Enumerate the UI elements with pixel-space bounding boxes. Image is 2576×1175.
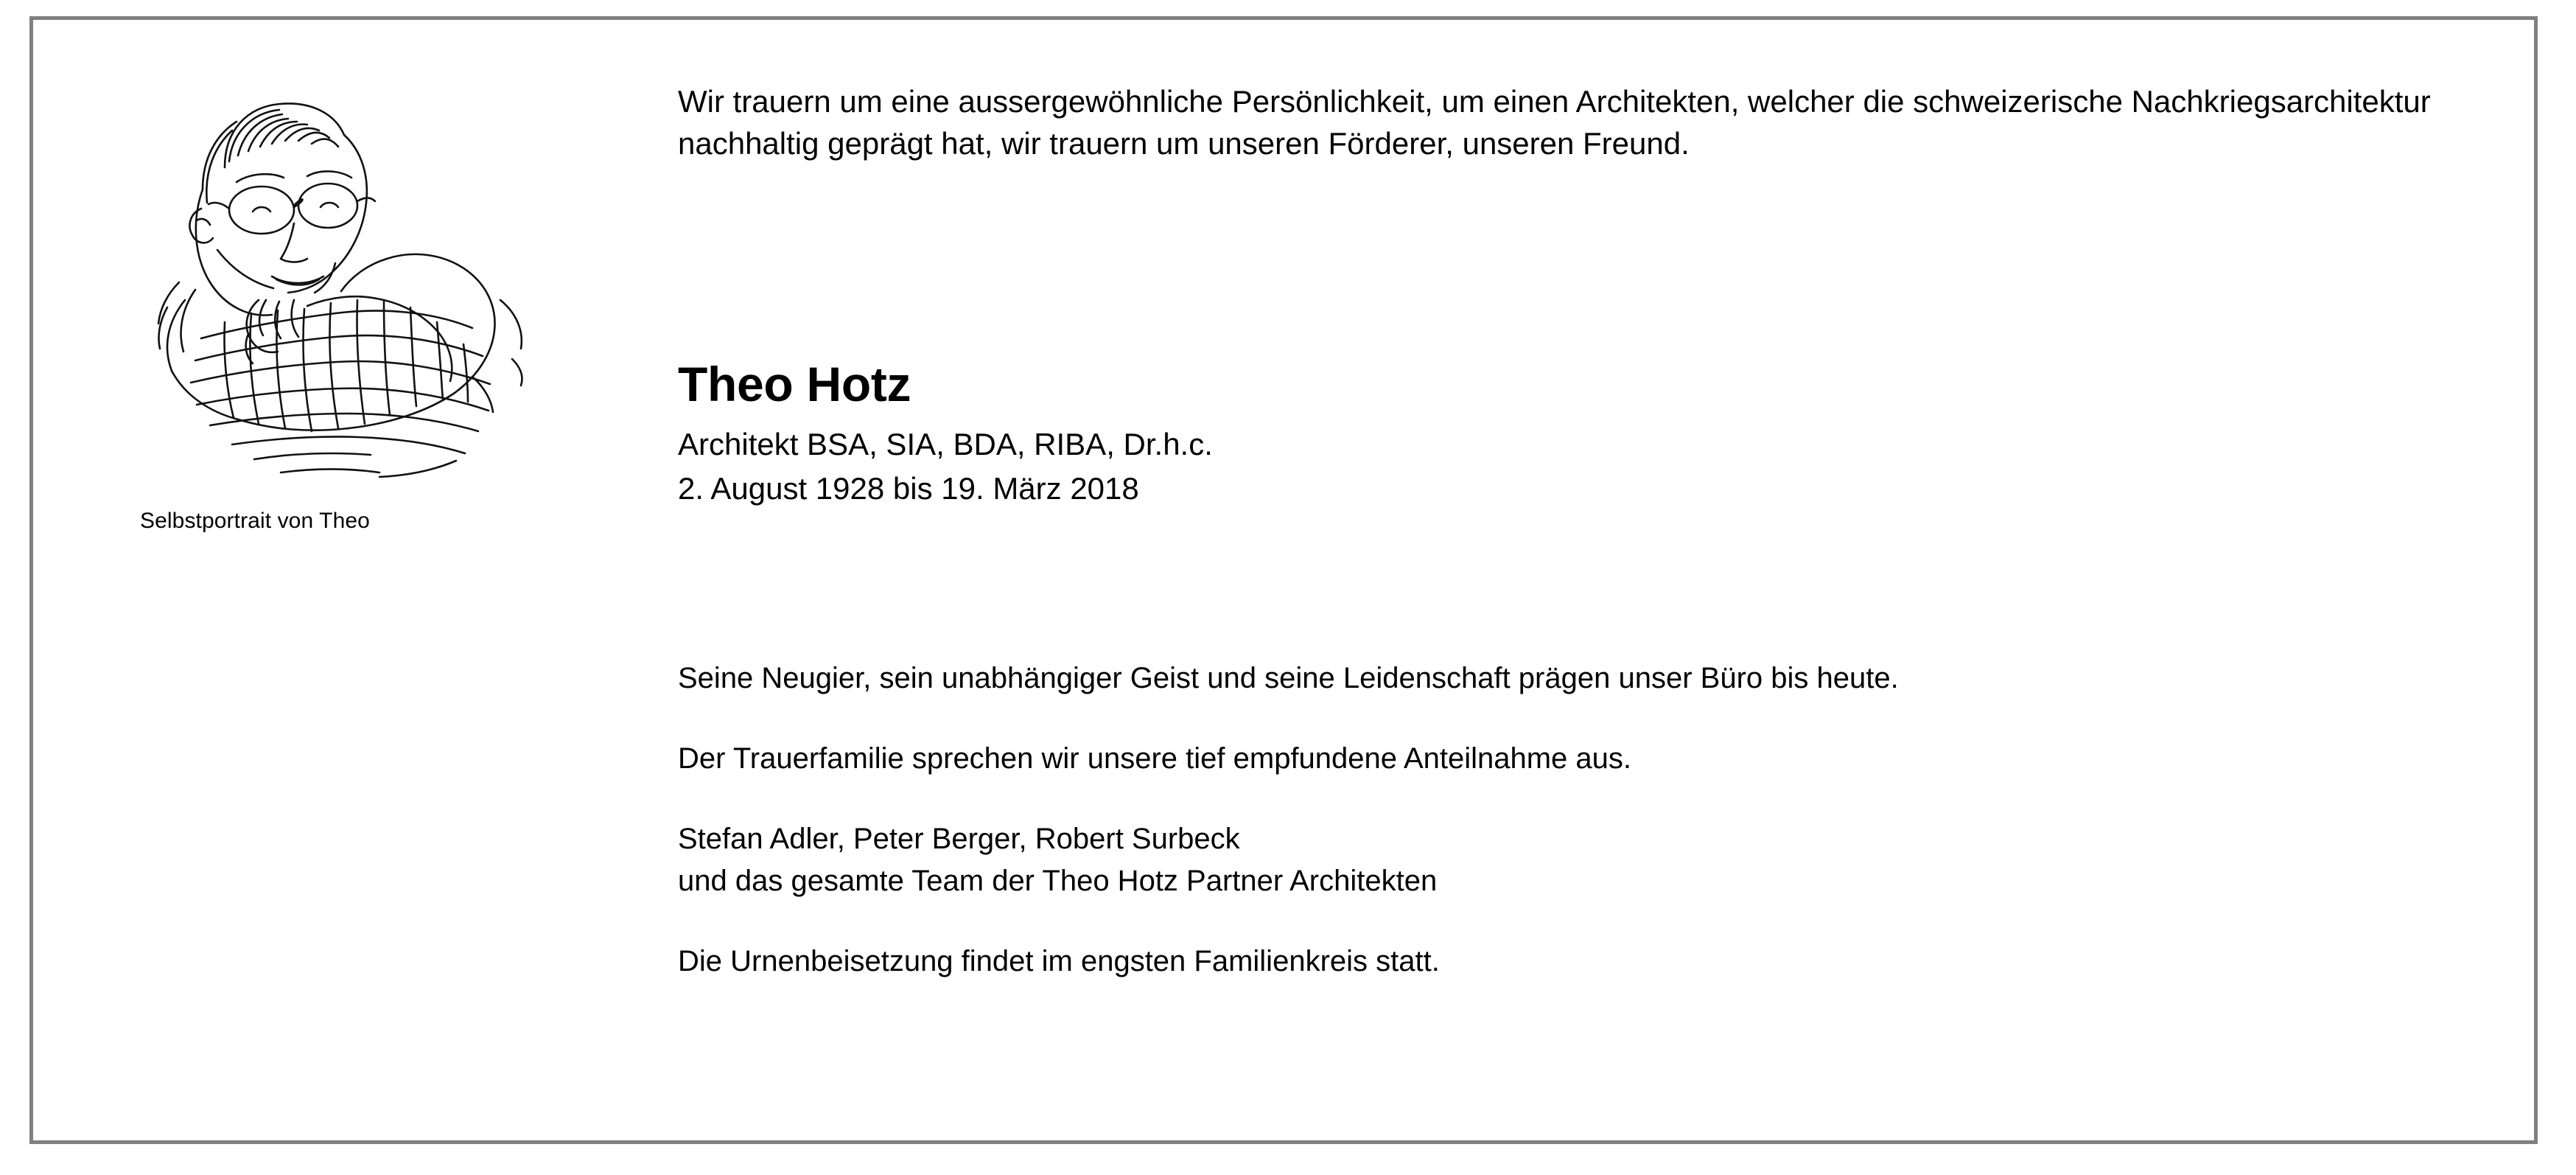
paragraph-condolences: Der Trauerfamilie sprechen wir unsere tief empfundene Anteilnahme aus.: [678, 742, 1632, 775]
text-column: [678, 80, 2446, 982]
lede-paragraph: Wir trauern um eine aussergewöhnliche Persönlichkeit, um einen Architekten, welcher die schweizerische Nachkriegsarchitektur nachhaltig geprägt hat, wir trauern um unseren Förderer, unseren Freund.: [678, 84, 2431, 161]
signature-line-1: Stefan Adler, Peter Berger, Robert Surbeck: [678, 822, 1240, 855]
signature-line-2: und das gesamte Team der Theo Hotz Partner Architekten: [678, 864, 1438, 897]
body-block: [678, 658, 2446, 982]
portrait-caption: Selbstportrait von Theo: [140, 509, 370, 533]
self-portrait-drawing-icon: [114, 79, 556, 499]
obituary-notice: [29, 16, 2538, 1144]
paragraph-legacy: Seine Neugier, sein unabhängiger Geist und seine Leidenschaft prägen unser Büro bis heute.: [678, 662, 1899, 695]
deceased-titles: Architekt BSA, SIA, BDA, RIBA, Dr.h.c.: [678, 427, 1213, 462]
portrait-column: [114, 79, 623, 535]
paragraph-funeral: Die Urnenbeisetzung findet im engsten Familienkreis statt.: [678, 944, 1440, 977]
deceased-name: Theo Hotz: [678, 357, 911, 412]
deceased-dates: 2. August 1928 bis 19. März 2018: [678, 470, 1139, 506]
signature-block: [678, 818, 2446, 902]
deceased-block: [678, 358, 2446, 510]
